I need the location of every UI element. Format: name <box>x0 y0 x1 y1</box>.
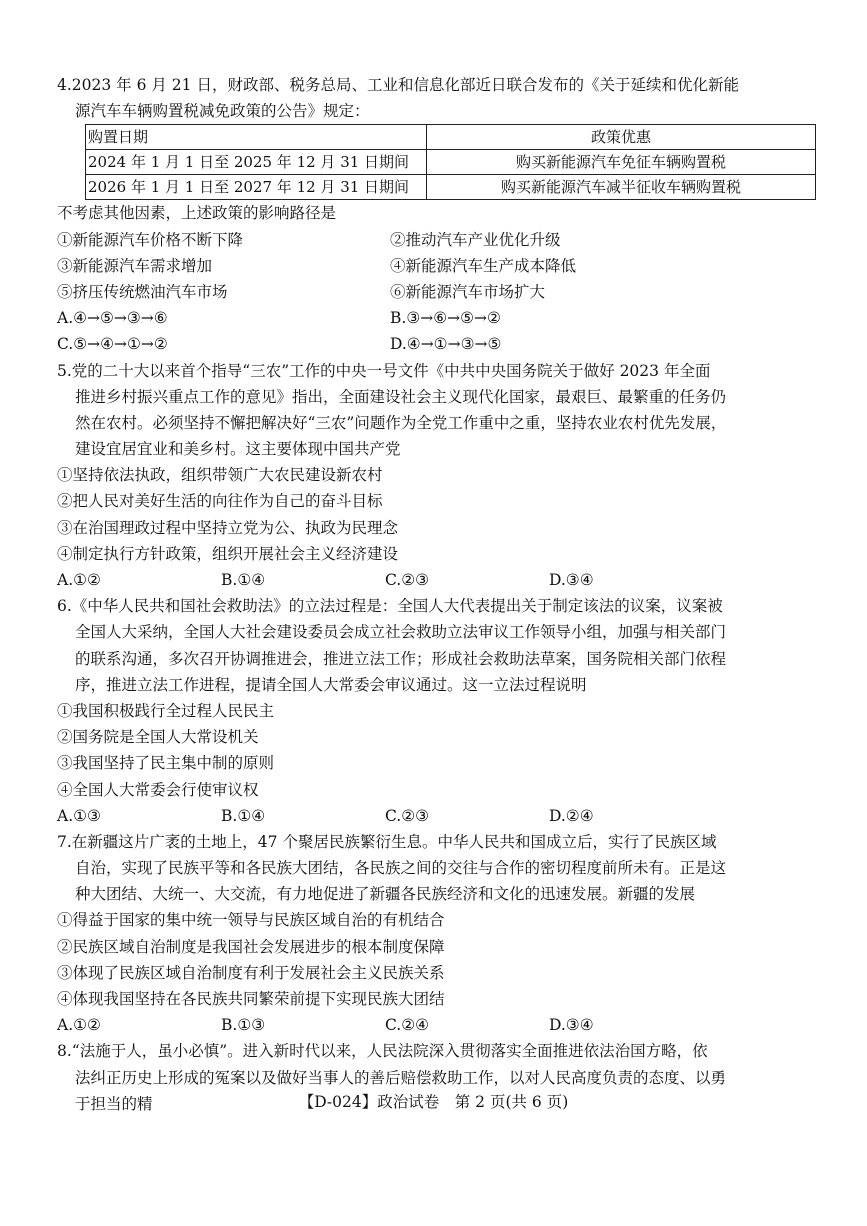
q5-option-c: C.②③ <box>385 571 430 589</box>
question-5 <box>57 358 827 594</box>
q7-item: ②民族区域自治制度是我国社会发展进步的根本制度保障 <box>57 937 445 956</box>
q6-item: ②国务院是全国人大常设机关 <box>57 728 259 747</box>
q5-option-d: D.③④ <box>549 571 594 589</box>
q4-option-a: A.④→⑤→③→⑥ <box>57 309 168 328</box>
q4-item: ①新能源汽车价格不断下降 <box>57 230 244 249</box>
table-cell: 2024 年 1 月 1 日至 2025 年 12 月 31 日期间 <box>86 150 427 175</box>
q4-question: 不考虑其他因素，上述政策的影响路径是 <box>57 204 337 223</box>
table-header-date: 购置日期 <box>86 125 427 150</box>
q4-stem-line: 源汽车车辆购置税减免政策的公告》规定： <box>75 102 370 121</box>
q7-item: ③体现了民族区域自治制度有利于发展社会主义民族关系 <box>57 963 445 982</box>
q6-stem-line: 序，推进立法工作进程，提请全国人大常委会审议通过。这一立法过程说明 <box>75 675 587 694</box>
q4-option-row <box>57 331 827 357</box>
q6-item: ③我国坚持了民主集中制的原则 <box>57 754 275 773</box>
q5-item: ④制定执行方针政策，组织开展社会主义经济建设 <box>57 544 399 563</box>
q4-option-c: C.⑤→④→①→② <box>57 335 168 354</box>
q5-item: ③在治国理政过程中坚持立党为公、执政为民理念 <box>57 518 399 537</box>
q7-stem-line: 7.在新疆这片广袤的土地上，47 个聚居民族繁衍生息。中华人民共和国成立后，实行了民族区域 <box>57 832 717 851</box>
q6-item: ①我国积极践行全过程人民民主 <box>57 701 275 720</box>
page-footer: 【D-024】政治试卷 第 2 页(共 6 页) <box>298 1093 569 1111</box>
q4-item: ⑥新能源汽车市场扩大 <box>390 282 546 301</box>
table-cell: 2026 年 1 月 1 日至 2027 年 12 月 31 日期间 <box>86 175 427 200</box>
q7-option-row <box>57 1012 827 1038</box>
q6-item: ④全国人大常委会行使审议权 <box>57 780 259 799</box>
table-row <box>86 175 816 200</box>
q7-stem-line: 自治，实现了民族平等和各民族大团结，各民族之间的交往与合作的密切程度前所未有。正是这 <box>75 859 727 878</box>
q5-option-row <box>57 567 827 593</box>
q7-item: ④体现我国坚持在各民族共同繁荣前提下实现民族大团结 <box>57 990 445 1008</box>
q4-item: ④新能源汽车生产成本降低 <box>390 256 577 275</box>
table-cell: 购买新能源汽车减半征收车辆购置税 <box>427 175 816 200</box>
question-6 <box>57 593 827 829</box>
q5-stem-line: 推进乡村振兴重点工作的意见》指出，全面建设社会主义现代化国家，最艰巨、最繁重的任务仍 <box>75 387 727 406</box>
q4-item-row <box>57 253 827 279</box>
q8-stem-line: 8.“法施于人，虽小必慎”。进入新时代以来，人民法院深入贯彻落实全面推进依法治国方略，依 <box>57 1042 708 1061</box>
q5-option-b: B.①④ <box>221 571 266 589</box>
policy-table <box>85 124 816 200</box>
q6-option-c: C.②③ <box>385 806 430 825</box>
q7-option-b: B.①③ <box>221 1016 266 1035</box>
q4-option-row <box>57 305 827 331</box>
q7-option-a: A.①② <box>57 1016 101 1035</box>
q8-stem-line: 于担当的精 <box>75 1094 153 1113</box>
q5-item: ①坚持依法执政，组织带领广大农民建设新农村 <box>57 466 383 485</box>
q7-stem-line: 种大团结、大统一、大交流，有力地促进了新疆各民族经济和文化的迅速发展。新疆的发展 <box>75 885 696 904</box>
question-4 <box>57 72 827 358</box>
q4-item: ②推动汽车产业优化升级 <box>390 230 561 249</box>
q4-item: ⑤挤压传统燃油汽车市场 <box>57 282 228 301</box>
q4-option-d: D.④→①→③→⑤ <box>390 335 502 354</box>
q6-stem-line: 全国人大采纳，全国人大社会建设委员会成立社会救助立法审议工作领导小组，加强与相关部门 <box>75 623 727 642</box>
q6-option-row <box>57 803 827 829</box>
q6-stem-line: 6.《中华人民共和国社会救助法》的立法过程是：全国人大代表提出关于制定该法的议案，议案被 <box>57 597 723 616</box>
q6-option-d: D.②④ <box>549 806 594 825</box>
q4-item-row <box>57 279 827 305</box>
q6-stem-line: 的联系沟通，多次召开协调推进会，推进立法工作；形成社会救助法草案，国务院相关部门依程 <box>75 649 727 668</box>
q8-stem-line: 法纠正历史上形成的冤案以及做好当事人的善后赔偿救助工作，以对人民高度负责的态度、以勇 <box>75 1068 727 1087</box>
table-cell: 购买新能源汽车免征车辆购置税 <box>427 150 816 175</box>
q5-item: ②把人民对美好生活的向往作为自己的奋斗目标 <box>57 492 383 511</box>
q7-option-d: D.③④ <box>549 1016 594 1035</box>
q7-option-c: C.②④ <box>385 1016 430 1035</box>
question-7 <box>57 829 827 1039</box>
q6-option-b: B.①④ <box>221 806 266 825</box>
q4-stem-line: 4.2023 年 6 月 21 日，财政部、税务总局、工业和信息化部近日联合发布的《关于延续和优化新能 <box>57 76 739 94</box>
q4-item: ③新能源汽车需求增加 <box>57 256 213 275</box>
q6-option-a: A.①③ <box>57 806 101 825</box>
q5-stem-line: 5.党的二十大以来首个指导“三农”工作的中央一号文件《中共中央国务院关于做好 2023 年全面 <box>57 361 711 380</box>
q5-stem-line: 建设宜居宜业和美乡村。这主要体现中国共产党 <box>75 440 401 459</box>
q5-stem-line: 然在农村。必须坚持不懈把解决好“三农”问题作为全党工作重中之重，坚持农业农村优先发展， <box>75 413 727 432</box>
table-header-policy: 政策优惠 <box>427 125 816 150</box>
exam-page <box>57 72 827 1117</box>
q7-item: ①得益于国家的集中统一领导与民族区域自治的有机结合 <box>57 911 445 930</box>
q4-item-row <box>57 227 827 253</box>
table-header-row <box>86 125 816 150</box>
table-row <box>86 150 816 175</box>
q5-option-a: A.①② <box>57 571 101 589</box>
q4-option-b: B.③→⑥→⑤→② <box>390 309 501 328</box>
